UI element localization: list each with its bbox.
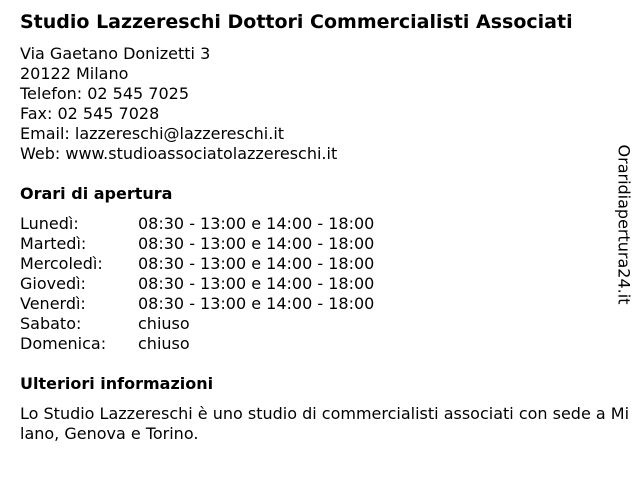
hours-day: Lunedì: [20, 214, 79, 233]
hours-time: 08:30 - 13:00 e 14:00 - 18:00 [138, 294, 375, 313]
hours-time: chiuso [138, 334, 190, 353]
hours-day: Domenica: [20, 334, 107, 353]
hours-day: Venerdì: [20, 294, 86, 313]
page-title: Studio Lazzereschi Dottori Commercialisti Associati [20, 11, 573, 33]
address-web: Web: www.studioassociatolazzereschi.it [20, 144, 338, 163]
hours-day: Mercoledì: [20, 254, 103, 273]
hours-time: 08:30 - 13:00 e 14:00 - 18:00 [138, 274, 375, 293]
hours-row-sunday [20, 334, 374, 354]
hours-row-friday [20, 294, 374, 314]
further-info-text: Lo Studio Lazzereschi è uno studio di commercialisti associati con sede a Milano, Genova e Torino. [20, 404, 630, 443]
hours-row-tuesday [20, 234, 374, 254]
hours-row-wednesday [20, 254, 374, 274]
hours-time: 08:30 - 13:00 e 14:00 - 18:00 [138, 254, 375, 273]
watermark-text: Oraridiapertura24.it [614, 144, 634, 304]
hours-time: 08:30 - 13:00 e 14:00 - 18:00 [138, 234, 375, 253]
hours-row-monday [20, 214, 374, 234]
hours-day: Giovedì: [20, 274, 86, 293]
hours-row-saturday [20, 314, 374, 334]
hours-day: Sabato: [20, 314, 82, 333]
further-info-heading: Ulteriori informazioni [20, 374, 214, 393]
address-block [20, 44, 337, 164]
watermark [612, 134, 636, 314]
address-fax: Fax: 02 545 7028 [20, 104, 160, 123]
address-city: 20122 Milano [20, 64, 129, 83]
opening-hours-heading: Orari di apertura [20, 184, 173, 203]
address-email: Email: lazzereschi@lazzereschi.it [20, 124, 285, 143]
hours-row-thursday [20, 274, 374, 294]
opening-hours-table [20, 214, 374, 354]
address-street: Via Gaetano Donizetti 3 [20, 44, 211, 63]
hours-time: 08:30 - 13:00 e 14:00 - 18:00 [138, 214, 375, 233]
hours-time: chiuso [138, 314, 190, 333]
address-phone: Telefon: 02 545 7025 [20, 84, 190, 103]
hours-day: Martedì: [20, 234, 87, 253]
